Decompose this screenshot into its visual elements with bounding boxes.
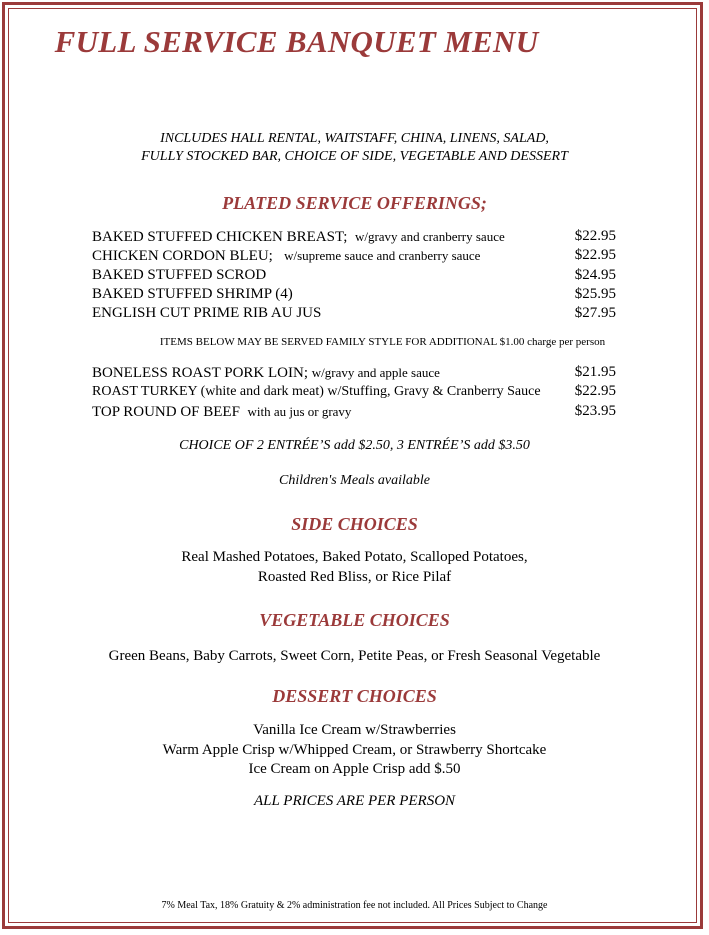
item-note: w/gravy and cranberry sauce — [354, 229, 505, 244]
menu-item — [92, 285, 616, 304]
item-name: BAKED STUFFED CHICKEN BREAST; — [92, 229, 348, 245]
intro-line-1: INCLUDES HALL RENTAL, WAITSTAFF, CHINA, LINENS, SALAD, — [160, 131, 549, 146]
side-choices-text — [0, 548, 709, 587]
plated-items-list — [92, 227, 616, 323]
intro-line-2: FULLY STOCKED BAR, CHOICE OF SIDE, VEGETABLE AND DESSERT — [141, 149, 568, 164]
dessert-line-1: Vanilla Ice Cream w/Strawberries — [253, 722, 456, 738]
side-line-2: Roasted Red Bliss, or Rice Pilaf — [257, 568, 452, 585]
family-items-list — [92, 363, 616, 421]
menu-item — [92, 266, 616, 285]
item-name: ENGLISH CUT PRIME RIB AU JUS — [92, 305, 322, 322]
menu-item — [92, 402, 616, 421]
menu-title: FULL SERVICE BANQUET MENU — [54, 24, 539, 59]
childrens-meals: Children's Meals available — [278, 473, 430, 488]
per-person-note: ALL PRICES ARE PER PERSON — [253, 793, 456, 809]
vegetable-choices-text: Green Beans, Baby Carrots, Sweet Corn, Petite Peas, or Fresh Seasonal Vegetable — [108, 648, 601, 664]
entree-choice-line: CHOICE OF 2 ENTRÉE’S add $2.50, 3 ENTRÉE’S add $3.50 — [179, 438, 530, 453]
menu-item — [92, 382, 616, 401]
menu-item — [92, 363, 616, 382]
item-name: BAKED STUFFED SHRIMP (4) — [92, 285, 293, 302]
item-price: $22.95 — [574, 383, 616, 400]
item-name: BONELESS ROAST PORK LOIN; — [92, 365, 308, 381]
item-name: CHICKEN CORDON BLEU; — [92, 248, 273, 265]
item-name: TOP ROUND OF BEEF — [92, 403, 240, 420]
item-price: $27.95 — [574, 305, 616, 322]
side-line-1: Real Mashed Potatoes, Baked Potato, Scalloped Potatoes, — [181, 549, 528, 565]
item-price: $24.95 — [574, 266, 616, 283]
vegetable-heading: VEGETABLE CHOICES — [259, 610, 450, 630]
item-price: $25.95 — [574, 285, 616, 302]
dessert-line-2: Warm Apple Crisp w/Whipped Cream, or Strawberry Shortcake — [162, 741, 547, 758]
side-heading: SIDE CHOICES — [291, 514, 418, 534]
item-note: with au jus or gravy — [247, 403, 352, 419]
menu-item — [92, 227, 616, 246]
item-price: $21.95 — [574, 364, 616, 380]
item-price: $22.95 — [574, 247, 616, 264]
item-note: w/gravy and apple sauce — [311, 365, 440, 380]
item-note: w/supreme sauce and cranberry sauce — [284, 248, 481, 264]
menu-item — [92, 246, 616, 265]
footer-disclaimer: 7% Meal Tax, 18% Gratuity & 2% administration fee not included. All Prices Subject to Change — [161, 900, 548, 911]
plated-heading: PLATED SERVICE OFFERINGS; — [222, 193, 487, 213]
dessert-heading: DESSERT CHOICES — [272, 686, 437, 706]
family-style-note: ITEMS BELOW MAY BE SERVED FAMILY STYLE FOR ADDITIONAL $1.00 charge per person — [159, 336, 606, 348]
intro-text — [0, 130, 709, 166]
item-name: BAKED STUFFED SCROD — [92, 266, 267, 283]
item-price: $23.95 — [574, 402, 616, 419]
item-price: $22.95 — [574, 228, 616, 244]
dessert-choices-text — [0, 721, 709, 780]
item-name: ROAST TURKEY (white and dark meat) w/Stuffing, Gravy & Cranberry Sauce — [92, 384, 541, 400]
menu-item — [92, 304, 616, 323]
dessert-line-3: Ice Cream on Apple Crisp add $.50 — [248, 761, 461, 777]
